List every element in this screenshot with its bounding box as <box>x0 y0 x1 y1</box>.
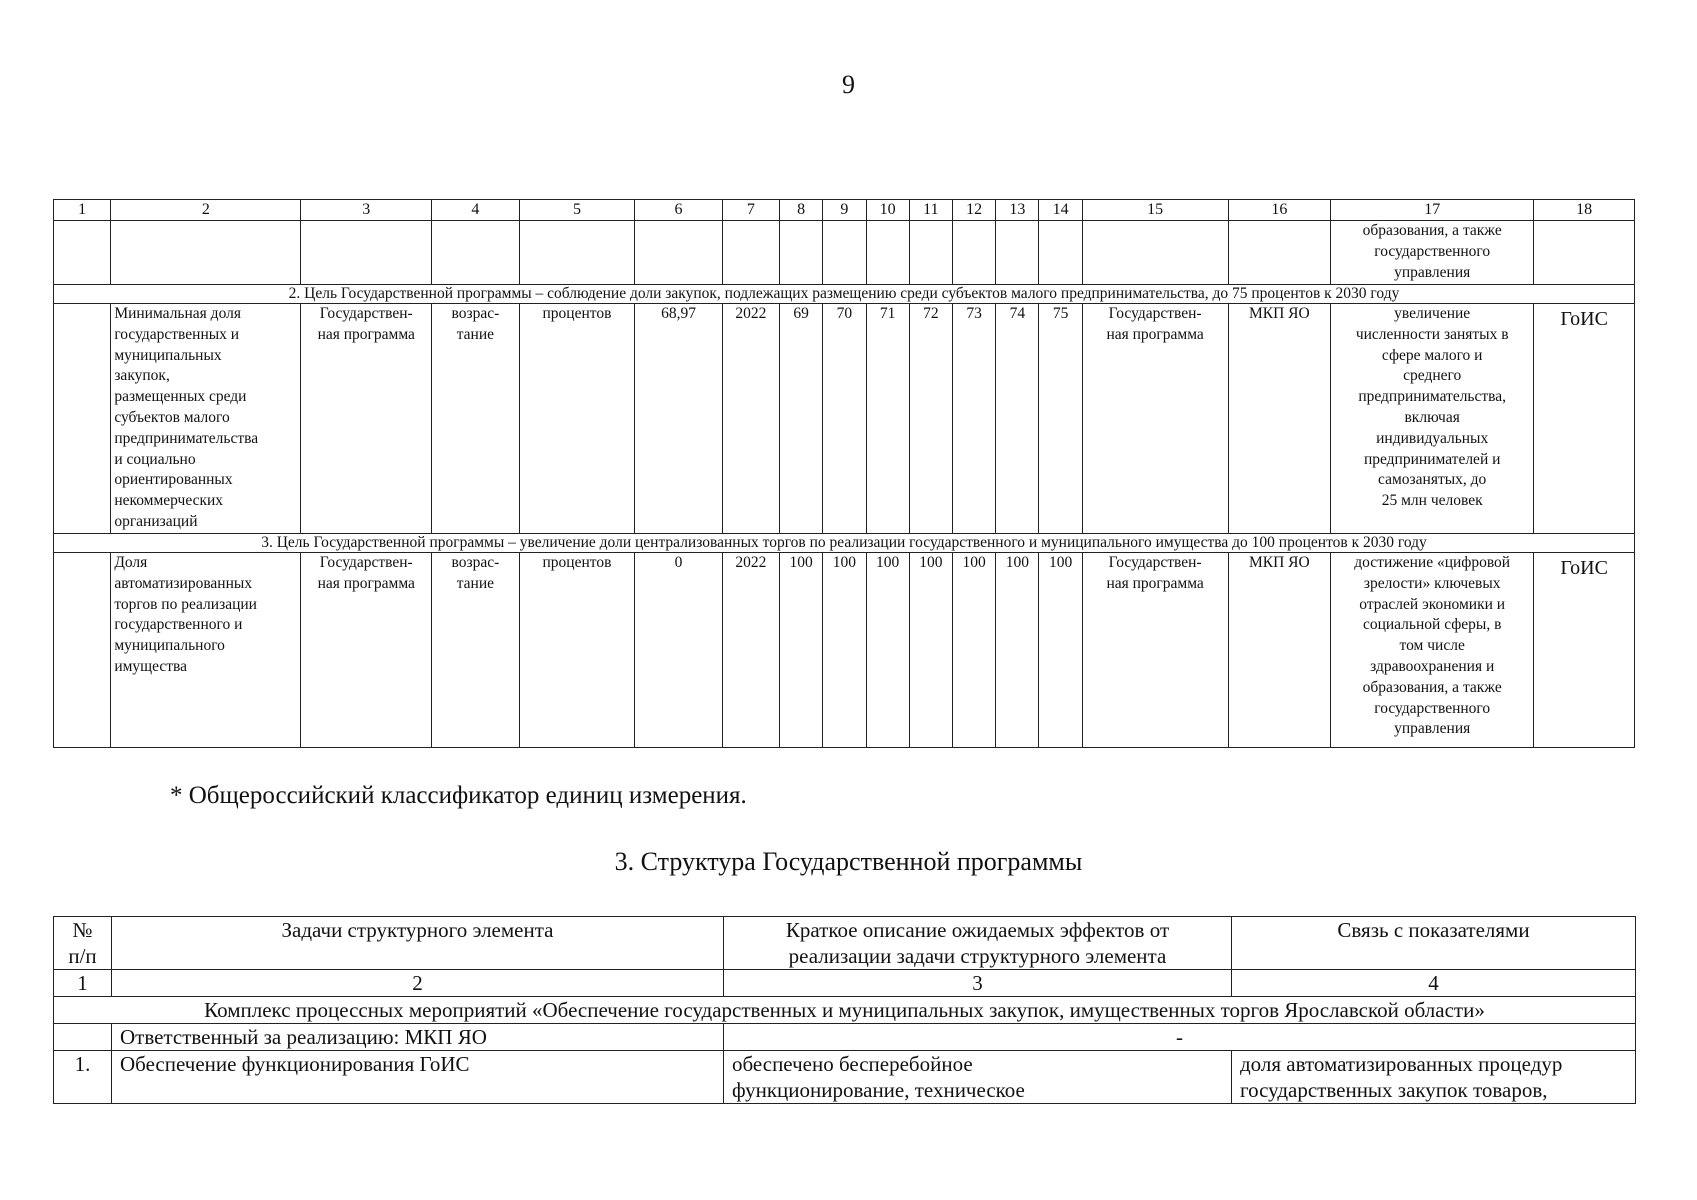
cell-document: Государствен- ная программа <box>1082 304 1228 534</box>
cell-level: Государствен- ная программа <box>301 304 432 534</box>
table-row <box>54 1051 1636 1104</box>
table-header-row <box>54 917 1636 970</box>
cell-unit: процентов <box>519 553 635 748</box>
cell-indicator-name: Минимальная доля государственных и муниципальных закупок, размещенных среди субъектов малого предпринимательства и социально ориентированных некоммерческих организаций <box>111 304 301 534</box>
responsible-value: - <box>724 1024 1636 1051</box>
column-number: 7 <box>722 200 779 221</box>
cell-base-year: 2022 <box>722 553 779 748</box>
cell-value: 100 <box>953 553 996 748</box>
header-indicators: Связь с показателями <box>1232 917 1636 970</box>
column-number: 13 <box>996 200 1039 221</box>
column-number: 18 <box>1534 200 1635 221</box>
complex-row <box>54 997 1636 1024</box>
cell-value: 100 <box>909 553 952 748</box>
cell-responsible: МКП ЯО <box>1228 304 1331 534</box>
structure-table <box>53 916 1636 1104</box>
column-number: 10 <box>866 200 909 221</box>
cell-trend: возрас- тание <box>432 304 519 534</box>
column-number: 15 <box>1082 200 1228 221</box>
cell-system: ГоИС <box>1534 304 1635 534</box>
cell-base-value: 0 <box>635 553 722 748</box>
cell-responsible: МКП ЯО <box>1228 553 1331 748</box>
cell-value: 72 <box>909 304 952 534</box>
cell-link: увеличение численности занятых в сфере малого и среднего предпринимательства, включая индивидуальных предпринимателей и самозанятых, до 25 млн человек <box>1331 304 1534 534</box>
header-number: № п/п <box>54 917 112 970</box>
cell-link-continued: образования, а также государственного управления <box>1331 221 1534 285</box>
cell-value: 100 <box>823 553 866 748</box>
column-number-row <box>54 970 1636 997</box>
goal-row <box>54 534 1635 553</box>
cell-value: 69 <box>780 304 823 534</box>
cell-base-value: 68,97 <box>635 304 722 534</box>
cell-value: 71 <box>866 304 909 534</box>
column-number: 2 <box>111 200 301 221</box>
column-number: 3 <box>724 970 1232 997</box>
cell-document: Государствен- ная программа <box>1082 553 1228 748</box>
cell-level: Государствен- ная программа <box>301 553 432 748</box>
column-number: 5 <box>519 200 635 221</box>
cell-indicator-link: доля автоматизированных процедур государственных закупок товаров, <box>1232 1051 1636 1104</box>
cell-indicator-name: Доля автоматизированных торгов по реализации государственного и муниципального имущества <box>111 553 301 748</box>
page-number: 9 <box>842 70 855 99</box>
column-number: 12 <box>953 200 996 221</box>
goal-2-text: 2. Цель Государственной программы – соблюдение доли закупок, подлежащих размещению среди субъектов малого предпринимательства, до 75 процентов к 2030 году <box>54 285 1635 304</box>
cell-value: 100 <box>1039 553 1082 748</box>
indicators-table <box>53 199 1635 748</box>
cell-value: 70 <box>823 304 866 534</box>
cell-unit: процентов <box>519 304 635 534</box>
column-number: 2 <box>112 970 724 997</box>
column-number: 8 <box>780 200 823 221</box>
column-number: 11 <box>909 200 952 221</box>
cell-system: ГоИС <box>1534 553 1635 748</box>
footnote: * Общероссийский классификатор единиц измерения. <box>170 782 747 809</box>
cell-value: 73 <box>953 304 996 534</box>
column-number: 16 <box>1228 200 1331 221</box>
section-title: 3. Структура Государственной программы <box>614 847 1083 876</box>
column-number: 1 <box>54 200 111 221</box>
column-number: 4 <box>1232 970 1636 997</box>
cell-value: 74 <box>996 304 1039 534</box>
column-number: 4 <box>432 200 519 221</box>
table-row <box>54 553 1635 748</box>
responsible-row <box>54 1024 1636 1051</box>
goal-3-text: 3. Цель Государственной программы – увеличение доли централизованных торгов по реализации государственного и муниципального имущества до 100 процентов к 2030 году <box>54 534 1635 553</box>
column-number: 3 <box>301 200 432 221</box>
table-row <box>54 304 1635 534</box>
column-number: 14 <box>1039 200 1082 221</box>
cell-value: 100 <box>996 553 1039 748</box>
complex-title: Комплекс процессных мероприятий «Обеспечение государственных и муниципальных закупок, имущественных торгов Ярославской области» <box>54 997 1636 1024</box>
cell-value: 75 <box>1039 304 1082 534</box>
column-number: 1 <box>54 970 112 997</box>
cell-value: 100 <box>780 553 823 748</box>
column-number: 17 <box>1331 200 1534 221</box>
header-effects: Краткое описание ожидаемых эффектов от реализации задачи структурного элемента <box>724 917 1232 970</box>
cell-effect: обеспечено бесперебойное функционирование, техническое <box>724 1051 1232 1104</box>
cell-value: 100 <box>866 553 909 748</box>
cell-link: достижение «цифровой зрелости» ключевых отраслей экономики и социальной сферы, в том числе здравоохранения и образования, а также государственного управления <box>1331 553 1534 748</box>
column-number: 6 <box>635 200 722 221</box>
table-header-row <box>54 200 1635 221</box>
table-row-continued <box>54 221 1635 285</box>
cell-task: Обеспечение функционирования ГоИС <box>112 1051 724 1104</box>
cell-base-year: 2022 <box>722 304 779 534</box>
cell-trend: возрас- тание <box>432 553 519 748</box>
header-tasks: Задачи структурного элемента <box>112 917 724 970</box>
row-number: 1. <box>54 1051 112 1104</box>
goal-row <box>54 285 1635 304</box>
column-number: 9 <box>823 200 866 221</box>
responsible-label: Ответственный за реализацию: МКП ЯО <box>112 1024 724 1051</box>
